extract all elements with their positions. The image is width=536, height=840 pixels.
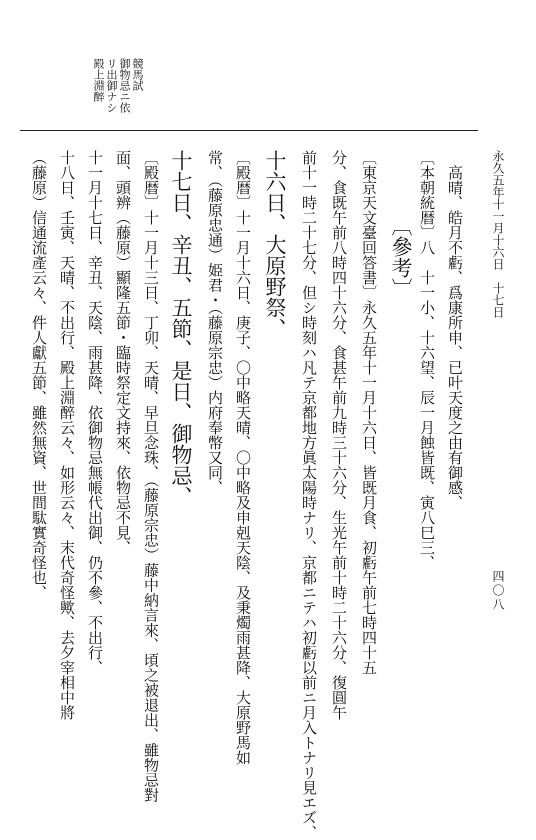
entry-heading: 十六日、大原野祭、 [263,150,287,339]
page-number: 四〇八 [491,570,505,612]
margin-note-line: 殿上淵醉 [92,58,105,102]
text-column: 〔本朝統暦〕八 十一小、十六望、辰一月蝕皆既、寅八巳三、 [418,150,436,570]
margin-note [84,58,144,128]
section-heading: 〔參考〕 [389,215,413,299]
text-column: 分、食既午前八時四十六分、食甚午前九時三十六分、生光午前十時二十六分、復圓午 [330,150,348,720]
running-head: 永久五年十一月十六日 十七日 [491,150,505,318]
text-column: 十八日、壬寅、天晴、不出行、殿上淵醉云々、如形云々、末代奇怪歟、去夕宰相中將 [58,150,76,720]
text-column: 十一月十七日、辛丑、天陰、雨甚降、依御物忌無帳代出御、仍不參、不出行、 [86,150,104,675]
margin-note-line: リ出御ナシ [105,58,118,113]
text-column: 前十一時二十七分、但シ時刻ハ凡テ京都地方眞太陽時ナリ、京都ニテハ初虧以前ニ月入トナリ見エズ、 [300,150,318,840]
text-column: 〔東京天文臺回答書〕永久五年十一月十六日、皆既月食、初虧午前七時四十五 [360,150,378,675]
margin-note-line: 御物忌ニ依 [118,58,131,113]
text-column: 面、頭辨（藤原）顯隆五節・臨時祭定文持來、依物忌不見、 [114,150,132,555]
text-column: 〔殿暦〕十一月十六日、庚子、〇中略天晴、〇中略及申剋天陰、及秉燭雨甚降、大原野馬如 [234,150,252,765]
text-column: 〔殿暦〕十一月十三日、丁卯、天晴、早旦念珠、（藤原宗忠）藤中納言來、頃之被退出、雖物忌對 [142,150,160,803]
text-column: 高晴、皓月不虧、爲康所申、已叶天度之由有御感、 [446,165,464,510]
margin-note-line: 競馬試 [131,58,144,91]
header-rule [20,130,478,131]
text-column: （藤原）信通流產云々、件人獻五節、雖然無資、世間駄實奇怪也、 [30,150,48,600]
entry-heading: 十七日、辛丑、五節、是日、御物忌、 [169,150,193,507]
text-column: 常、（藤原忠通）姫君・（藤原宗忠）内府奉幣又同、 [206,150,224,495]
